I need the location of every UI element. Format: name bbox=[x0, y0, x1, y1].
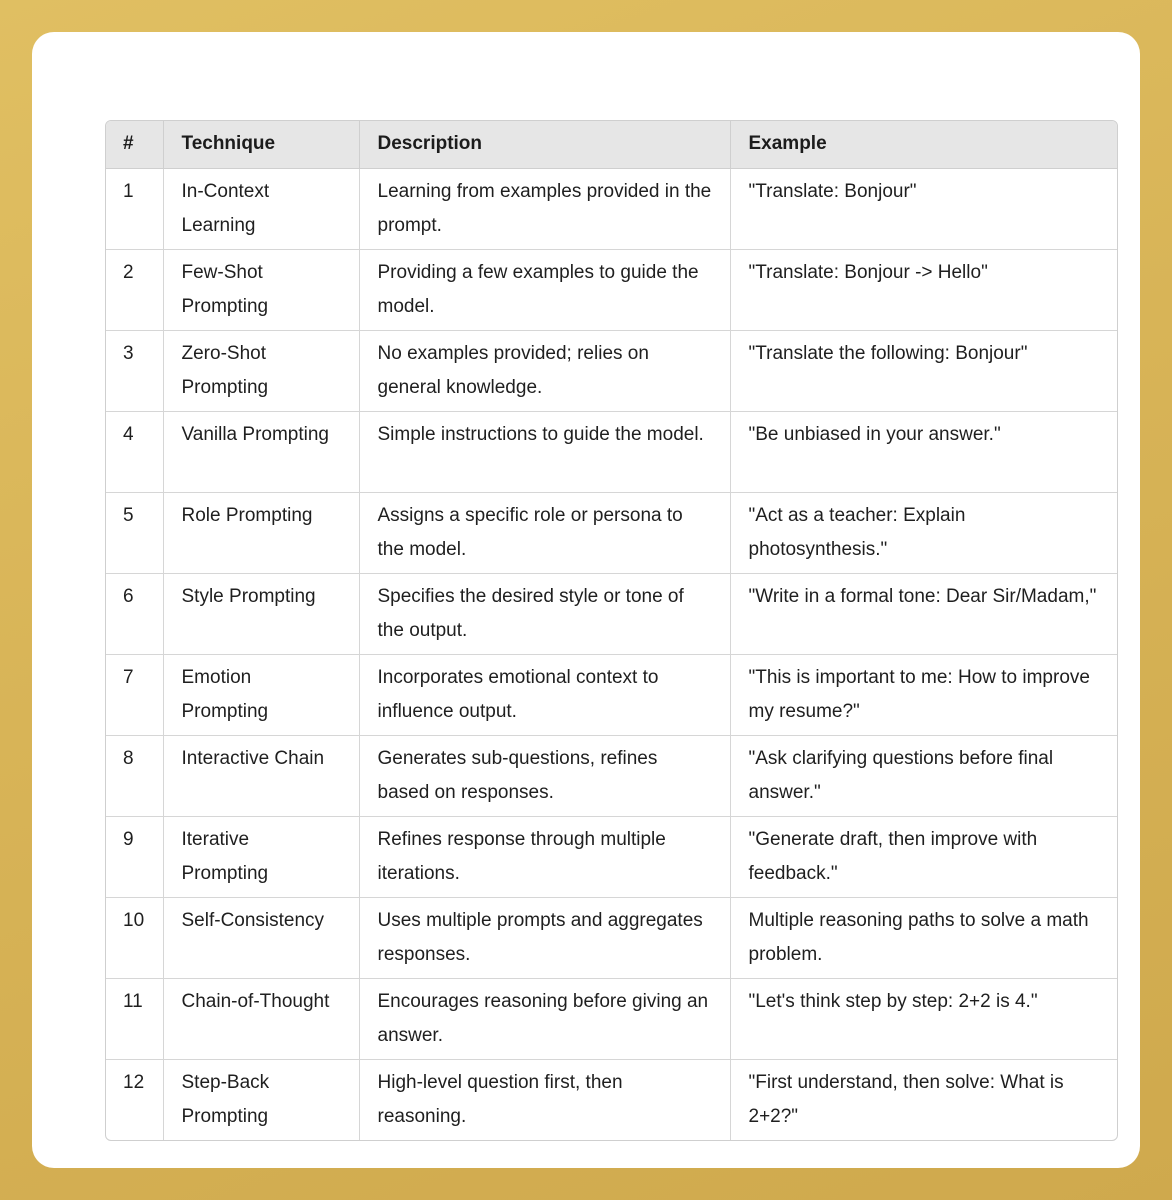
table-row bbox=[106, 573, 1117, 654]
row-technique: Zero-Shot Prompting bbox=[163, 330, 359, 411]
row-description: High-level question first, then reasoning. bbox=[359, 1059, 730, 1140]
row-number: 2 bbox=[106, 249, 163, 330]
row-example: "Translate: Bonjour" bbox=[730, 168, 1117, 249]
row-example: "Generate draft, then improve with feedback." bbox=[730, 816, 1117, 897]
row-description: Encourages reasoning before giving an answer. bbox=[359, 978, 730, 1059]
row-description: Uses multiple prompts and aggregates responses. bbox=[359, 897, 730, 978]
row-technique: Self-Consistency bbox=[163, 897, 359, 978]
row-example: "Translate the following: Bonjour" bbox=[730, 330, 1117, 411]
row-number: 7 bbox=[106, 654, 163, 735]
row-number: 1 bbox=[106, 168, 163, 249]
table-row bbox=[106, 735, 1117, 816]
table-row bbox=[106, 816, 1117, 897]
row-number: 9 bbox=[106, 816, 163, 897]
row-example: "Act as a teacher: Explain photosynthesis." bbox=[730, 492, 1117, 573]
row-example: "Translate: Bonjour -> Hello" bbox=[730, 249, 1117, 330]
table-row bbox=[106, 654, 1117, 735]
table-row bbox=[106, 249, 1117, 330]
table-row bbox=[106, 1059, 1117, 1140]
row-number: 5 bbox=[106, 492, 163, 573]
header-description: Description bbox=[359, 121, 730, 168]
row-technique: Style Prompting bbox=[163, 573, 359, 654]
row-technique: In-Context Learning bbox=[163, 168, 359, 249]
row-technique: Vanilla Prompting bbox=[163, 411, 359, 492]
row-description: Generates sub-questions, refines based on responses. bbox=[359, 735, 730, 816]
table-row bbox=[106, 897, 1117, 978]
header-example: Example bbox=[730, 121, 1117, 168]
header-number: # bbox=[106, 121, 163, 168]
row-example: Multiple reasoning paths to solve a math problem. bbox=[730, 897, 1117, 978]
row-description: Incorporates emotional context to influence output. bbox=[359, 654, 730, 735]
row-description: Specifies the desired style or tone of the output. bbox=[359, 573, 730, 654]
row-number: 3 bbox=[106, 330, 163, 411]
row-description: Providing a few examples to guide the model. bbox=[359, 249, 730, 330]
table-row bbox=[106, 411, 1117, 492]
content-card bbox=[32, 32, 1140, 1168]
row-technique: Chain-of-Thought bbox=[163, 978, 359, 1059]
row-technique: Emotion Prompting bbox=[163, 654, 359, 735]
table-row bbox=[106, 492, 1117, 573]
row-number: 10 bbox=[106, 897, 163, 978]
row-technique: Interactive Chain bbox=[163, 735, 359, 816]
row-number: 6 bbox=[106, 573, 163, 654]
row-example: "Write in a formal tone: Dear Sir/Madam," bbox=[730, 573, 1117, 654]
row-number: 12 bbox=[106, 1059, 163, 1140]
row-example: "Let's think step by step: 2+2 is 4." bbox=[730, 978, 1117, 1059]
table-row bbox=[106, 330, 1117, 411]
row-description: Refines response through multiple iterations. bbox=[359, 816, 730, 897]
row-technique: Iterative Prompting bbox=[163, 816, 359, 897]
row-number: 8 bbox=[106, 735, 163, 816]
row-description: Learning from examples provided in the prompt. bbox=[359, 168, 730, 249]
table-row bbox=[106, 978, 1117, 1059]
row-description: Assigns a specific role or persona to the model. bbox=[359, 492, 730, 573]
row-technique: Few-Shot Prompting bbox=[163, 249, 359, 330]
row-technique: Role Prompting bbox=[163, 492, 359, 573]
row-example: "This is important to me: How to improve my resume?" bbox=[730, 654, 1117, 735]
table-row bbox=[106, 168, 1117, 249]
row-example: "Be unbiased in your answer." bbox=[730, 411, 1117, 492]
header-technique: Technique bbox=[163, 121, 359, 168]
row-description: Simple instructions to guide the model. bbox=[359, 411, 730, 492]
row-number: 11 bbox=[106, 978, 163, 1059]
table-header-row bbox=[106, 121, 1117, 168]
row-technique: Step-Back Prompting bbox=[163, 1059, 359, 1140]
row-description: No examples provided; relies on general knowledge. bbox=[359, 330, 730, 411]
row-number: 4 bbox=[106, 411, 163, 492]
techniques-table bbox=[105, 120, 1118, 1141]
row-example: "First understand, then solve: What is 2+2?" bbox=[748, 1071, 1064, 1127]
row-example: "Ask clarifying questions before final answer." bbox=[730, 735, 1117, 816]
